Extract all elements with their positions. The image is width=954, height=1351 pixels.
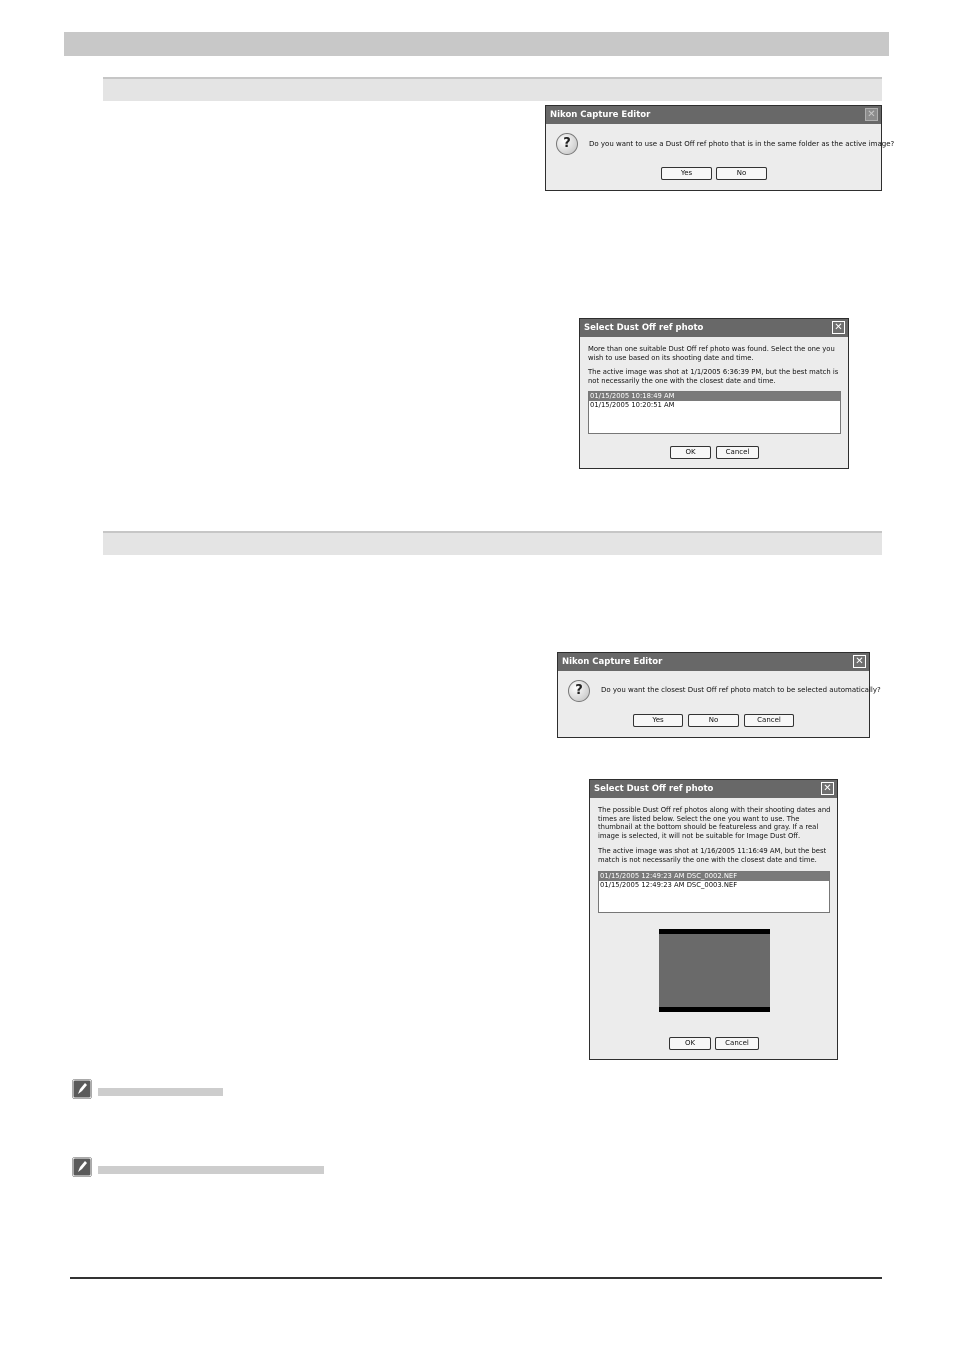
yes-button[interactable]: Yes [661, 167, 712, 180]
close-icon[interactable]: ✕ [821, 782, 834, 795]
dialog-title: Select Dust Off ref photo [580, 319, 848, 337]
ref-photo-list[interactable] [588, 391, 841, 434]
yes-button[interactable]: Yes [633, 714, 683, 727]
dialog-select-dust-off-2 [589, 779, 838, 1060]
close-icon[interactable]: ✕ [832, 321, 845, 334]
no-button[interactable]: No [688, 714, 739, 727]
pencil-note-icon [72, 1157, 92, 1177]
dialog-message: Do you want the closest Dust Off ref photo match to be selected automatically? [601, 686, 881, 694]
dialog-title: Select Dust Off ref photo [590, 780, 837, 798]
section-heading-band-2 [103, 531, 882, 555]
pencil-note-icon [72, 1079, 92, 1099]
ref-photo-list[interactable] [598, 871, 830, 913]
dialog-active-image-info: The active image was shot at 1/16/2005 11:16:49 AM, but the best match is not necessarily the one with the closest date and time. [598, 847, 827, 864]
question-icon: ? [568, 680, 590, 702]
ref-photo-thumbnail [659, 929, 770, 1012]
list-item[interactable]: 01/15/2005 10:18:49 AM [589, 392, 840, 401]
dialog-active-image-info: The active image was shot at 1/1/2005 6:36:39 PM, but the best match is not necessarily the one with the closest date and time. [588, 368, 839, 385]
ok-button[interactable]: OK [669, 1037, 711, 1050]
question-icon: ? [556, 133, 578, 155]
note-heading-bar-1 [98, 1088, 223, 1096]
dialog-instructions: More than one suitable Dust Off ref photo was found. Select the one you wish to use based on its shooting date and time. [588, 345, 835, 362]
dialog-select-dust-off-1 [579, 318, 849, 469]
note-heading-bar-2 [98, 1166, 324, 1174]
dialog-title: Nikon Capture Editor [546, 106, 881, 124]
cancel-button[interactable]: Cancel [744, 714, 794, 727]
close-icon[interactable]: ✕ [865, 108, 878, 121]
footer-rule [70, 1277, 882, 1279]
dialog-title: Nikon Capture Editor [558, 653, 869, 671]
ok-button[interactable]: OK [670, 446, 711, 459]
cancel-button[interactable]: Cancel [715, 1037, 759, 1050]
page-header-band [64, 32, 889, 56]
list-item[interactable]: 01/15/2005 10:20:51 AM [590, 401, 675, 409]
list-item[interactable]: 01/15/2005 12:49:23 AM DSC_0002.NEF [599, 872, 829, 881]
close-icon[interactable]: ✕ [853, 655, 866, 668]
cancel-button[interactable]: Cancel [716, 446, 759, 459]
no-button[interactable]: No [716, 167, 767, 180]
dialog-instructions: The possible Dust Off ref photos along with their shooting dates and times are listed below. Select the one you want to use. The thumbnail at the bottom should be featureless and gray. If a real image is selected, it will not be suitable for Image Dust Off. [598, 806, 831, 840]
dialog-auto-select [557, 652, 881, 738]
dialog-use-same-folder [545, 105, 895, 191]
dialog-message: Do you want to use a Dust Off ref photo that is in the same folder as the active image? [589, 140, 895, 148]
list-item[interactable]: 01/15/2005 12:49:23 AM DSC_0003.NEF [600, 881, 738, 889]
section-heading-band-1 [103, 77, 882, 101]
